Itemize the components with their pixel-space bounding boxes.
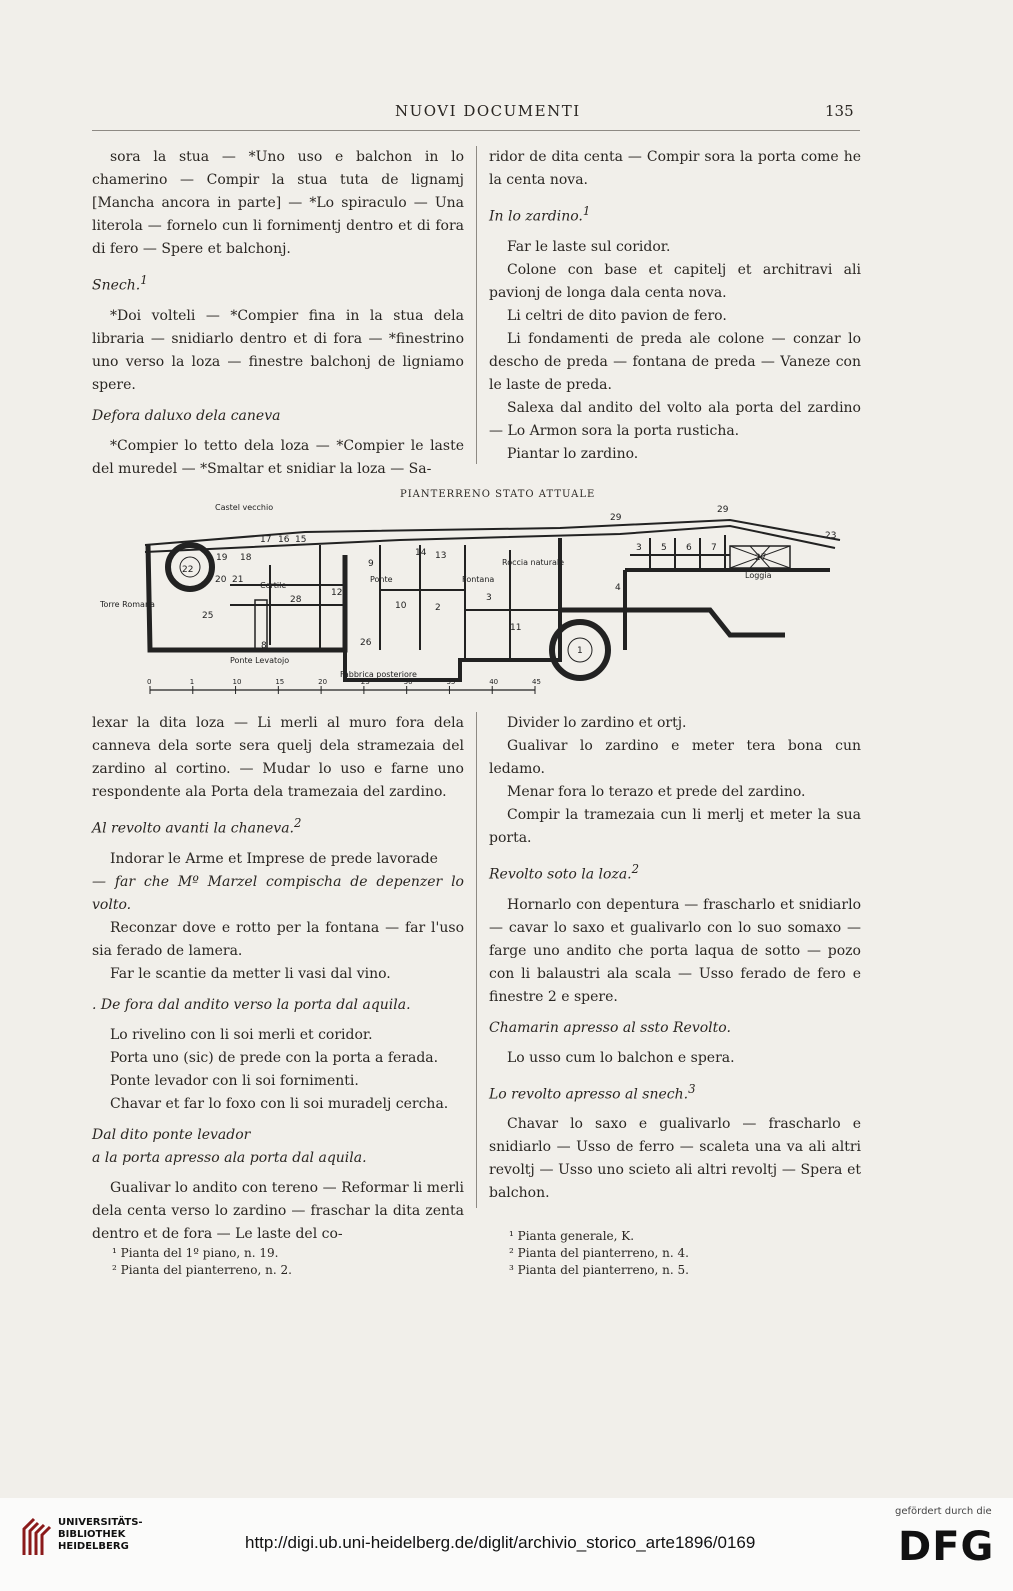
label-loggia: Loggia: [745, 571, 772, 580]
room-number: 22: [182, 565, 194, 575]
room-number: 20: [215, 575, 227, 585]
column-divider: [476, 712, 477, 1208]
paragraph: Porta uno (sic) de prede con la porta a ferada.: [110, 1049, 439, 1066]
funder-label: gefördert durch die: [895, 1506, 992, 1517]
scale-label: 0: [147, 678, 152, 686]
room-number: 29: [717, 505, 729, 515]
paragraph: Gualivar lo zardino e meter tera bona cun ledamo.: [489, 738, 861, 777]
label-torre: Torre Romana: [100, 600, 155, 609]
label-ponte: Ponte: [370, 575, 393, 584]
paragraph: Lo rivelino con li soi merli et coridor.: [110, 1026, 373, 1043]
section-heading: Chamarin apresso al ssto Revolto.: [489, 1019, 731, 1036]
column-top-left: [92, 146, 464, 481]
section-heading: Defora daluxo dela caneva: [92, 407, 281, 424]
paragraph: sora la stua — *Uno uso e balchon in lo chamerino — Compir la stua tuta de lignamj [Mancha ancora in parte] — *Lo spiraculo — Una literola — fornelo cun li fornimentj dentro et di fora di fero — Spere et balchonj.: [92, 149, 464, 257]
paragraph: *Doi volteli — *Compier fina in la stua dela libraria — snidiarlo dentro et di fora — *finestrino uno verso la loza — finestre balchonj de ligniamo spere.: [92, 307, 464, 393]
room-number: 2: [435, 603, 441, 613]
paragraph: lexar la dita loza — Li merli al muro fora dela canneva dela sorte sera quelj dela stramezaia del zardino al cortino. — Mudar lo uso e farne uno respondente ala Porta dela tramezaia del zardino.: [92, 715, 464, 800]
room-number: 9: [368, 559, 374, 569]
paragraph: Li fondamenti de preda ale colone — conzar lo descho de preda — fontana de preda — Vaneze con le laste de preda.: [489, 330, 861, 393]
plan-outer-wall: [145, 520, 840, 545]
paragraph: Piantar lo zardino.: [507, 445, 639, 462]
header-rule: [92, 130, 860, 131]
section-heading: Snech.$^1$: [92, 273, 148, 294]
room-number: 16: [278, 535, 290, 545]
paragraph: Far le laste sul coridor.: [507, 238, 671, 255]
paragraph: *Compier lo tetto dela loza — *Compier le laste del muredel — *Smaltar et snidiar la loza — Sa-: [92, 437, 464, 477]
footnotes-left: [112, 1245, 452, 1279]
section-heading: . De fora dal andito verso la porta dal aquila.: [92, 996, 411, 1013]
paragraph: Reconzar dove e rotto per la fontana — far l'uso sia ferado de lamera.: [92, 919, 464, 959]
paragraph: ridor de dita centa — Compir sora la porta come he la centa nova.: [489, 149, 861, 188]
room-number: 3: [636, 543, 642, 553]
room-number: 17: [260, 535, 272, 545]
room-number: 15: [295, 535, 307, 545]
column-bottom-left: [92, 712, 464, 1246]
source-url-link[interactable]: http://digi.ub.uni-heidelberg.de/diglit/archivio_storico_arte1896/0169: [245, 1533, 756, 1552]
dfg-logo: DFG: [898, 1524, 995, 1570]
label-fabbrica: Fabbrica posteriore: [340, 670, 417, 679]
room-number: 21: [232, 575, 244, 585]
footnotes-right: [509, 1228, 849, 1279]
scale-label: 30: [403, 678, 413, 686]
column-divider: [476, 146, 477, 464]
paragraph: Gualivar lo andito con tereno — Reformar li merli dela centa verso lo zardino — fraschar la dita zenta dentro et de fora — Le laste del co-: [92, 1179, 464, 1242]
paragraph: Ponte levador con li soi fornimenti.: [110, 1072, 359, 1089]
paragraph: Hornarlo con depentura — frascharlo et snidiarlo — cavar lo saxo et gualivarlo con lo suo somaxo — farge uno andito che porta laqua de sotto — pozo con li balaustri ala scala — Usso ferado de fero e finestre 2 e spere.: [489, 896, 861, 1005]
room-number: 12: [331, 588, 343, 598]
scale-label: 45: [532, 678, 541, 686]
column-bottom-right: [489, 712, 861, 1205]
paragraph: Li celtri de dito pavion de fero.: [507, 307, 727, 324]
running-head: NUOVI DOCUMENTI: [395, 102, 581, 120]
room-number: 4: [615, 583, 621, 593]
footnote: ¹ Pianta del 1º piano, n. 19.: [112, 1246, 279, 1260]
label-castel: Castel vecchio: [215, 503, 274, 512]
section-heading: a la porta apresso ala porta dal aquila.: [92, 1149, 367, 1166]
room-number: 27: [755, 553, 767, 563]
footnote: ² Pianta del pianterreno, n. 4.: [509, 1246, 689, 1260]
scale-label: 25: [360, 678, 370, 686]
column-top-right: [489, 146, 861, 466]
paragraph: Colone con base et capitelj et architravi ali pavionj de longa dala centa nova.: [489, 261, 861, 301]
room-number: 25: [202, 611, 214, 621]
room-number: 26: [360, 638, 372, 648]
label-ponte-levatojo: Ponte Levatojo: [230, 656, 290, 665]
label-fontana: Fontana: [462, 575, 495, 584]
footnote: ³ Pianta del pianterreno, n. 5.: [509, 1263, 689, 1277]
page-number: 135: [825, 102, 854, 120]
university-logo-icon: [20, 1515, 52, 1557]
room-number: 11: [510, 623, 522, 633]
room-number: 19: [216, 553, 228, 563]
scale-label: 10: [232, 678, 242, 686]
room-number: 23: [825, 531, 837, 541]
scale-label: 1: [189, 678, 195, 686]
paragraph: Compir la tramezaia cun li merlj et meter la sua porta.: [489, 807, 861, 846]
paragraph: Divider lo zardino et ortj.: [507, 715, 687, 731]
plan-title: PIANTERRENO STATO ATTUALE: [400, 489, 596, 500]
room-number: 13: [435, 551, 447, 561]
scale-label: 15: [275, 678, 285, 686]
scale-label: 20: [318, 678, 328, 686]
section-heading: In lo zardino.$^1$: [489, 204, 591, 225]
paragraph: Indorar le Arme et Imprese de prede lavorade: [110, 850, 438, 867]
paragraph-italic: — far che Mº Marzel compischa de depenzer lo volto.: [92, 873, 464, 913]
room-number: 14: [415, 548, 427, 558]
footnote: ² Pianta del pianterreno, n. 2.: [112, 1263, 292, 1277]
paragraph: Salexa dal andito del volto ala porta del zardino — Lo Armon sora la porta rusticha.: [489, 399, 861, 439]
scale-label: 35: [446, 678, 456, 686]
floor-plan: [90, 490, 850, 700]
scale-label: 40: [489, 678, 499, 686]
paragraph: Menar fora lo terazo et prede del zardino.: [507, 784, 806, 800]
room-number: 28: [290, 595, 302, 605]
university-name: UNIVERSITÄTS- BIBLIOTHEK HEIDELBERG: [58, 1517, 143, 1552]
label-cortile: Cortile: [260, 581, 287, 590]
section-heading: Dal dito ponte levador: [92, 1126, 251, 1143]
paragraph: Chavar et far lo foxo con li soi muradelj cercha.: [110, 1095, 449, 1112]
room-number: 29: [610, 513, 622, 523]
footnote: ¹ Pianta generale, K.: [509, 1229, 635, 1243]
section-heading: Al revolto avanti la chaneva.$^2$: [92, 816, 302, 837]
paragraph: Chavar lo saxo e gualivarlo — frascharlo e snidiarlo — Usso de ferro — scaleta una va ali altri revoltj — Usso uno scieto ali altri revoltj — Spera et balchon.: [489, 1116, 861, 1202]
room-number: 6: [686, 543, 692, 553]
room-number: 18: [240, 553, 252, 563]
label-roccia: Roccia naturale: [502, 558, 565, 567]
room-number: 5: [661, 543, 667, 553]
section-heading: Lo revolto apresso al snech.$^3$: [489, 1081, 696, 1103]
room-number: 10: [395, 601, 407, 611]
room-number: 1: [577, 646, 583, 656]
paragraph: Far le scantie da metter li vasi dal vino.: [110, 965, 391, 982]
room-number: 3: [486, 593, 492, 603]
paragraph: Lo usso cum lo balchon e spera.: [507, 1049, 735, 1066]
section-heading: Revolto soto la loza.$^2$: [489, 862, 640, 883]
room-number: 8: [261, 641, 267, 651]
room-number: 7: [711, 543, 717, 553]
